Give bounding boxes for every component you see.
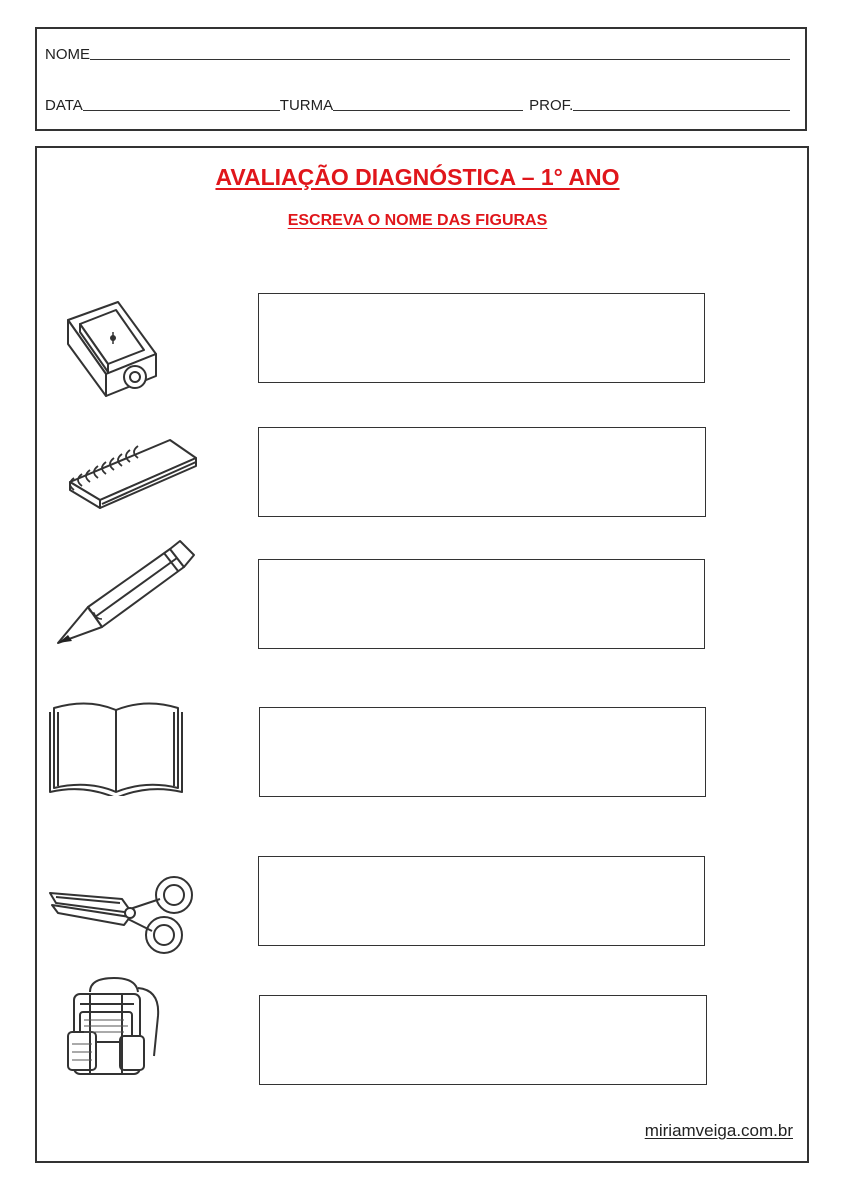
- data-turma-prof-row: [45, 97, 790, 114]
- pencil-icon: [52, 535, 202, 650]
- prof-line[interactable]: [573, 109, 790, 111]
- nome-line[interactable]: [90, 58, 790, 60]
- website-footer[interactable]: miriamveiga.com.br: [644, 1121, 793, 1140]
- prof-label: PROF.: [529, 97, 574, 114]
- notebook-icon: [60, 432, 200, 512]
- data-line[interactable]: [83, 109, 280, 111]
- turma-label: TURMA: [279, 97, 334, 114]
- answer-box-5[interactable]: [258, 856, 705, 946]
- answer-box-6[interactable]: [259, 995, 707, 1085]
- nome-label: NOME: [45, 46, 90, 63]
- answer-box-3[interactable]: [258, 559, 705, 649]
- answer-box-4[interactable]: [259, 707, 706, 797]
- page-title: AVALIAÇÃO DIAGNÓSTICA – 1° ANO: [215, 164, 620, 190]
- nome-field[interactable]: [45, 46, 790, 63]
- answer-box-1[interactable]: [258, 293, 705, 383]
- answer-box-2[interactable]: [258, 427, 706, 517]
- data-label: DATA: [45, 97, 83, 114]
- student-info-box: [35, 27, 807, 131]
- scissors-icon: [46, 873, 198, 958]
- pencil-sharpener-icon: [60, 298, 170, 403]
- instruction-subtitle: ESCREVA O NOME DAS FIGURAS: [287, 212, 548, 229]
- open-book-icon: [48, 698, 183, 796]
- backpack-icon: [60, 974, 168, 1080]
- turma-line[interactable]: [333, 109, 523, 111]
